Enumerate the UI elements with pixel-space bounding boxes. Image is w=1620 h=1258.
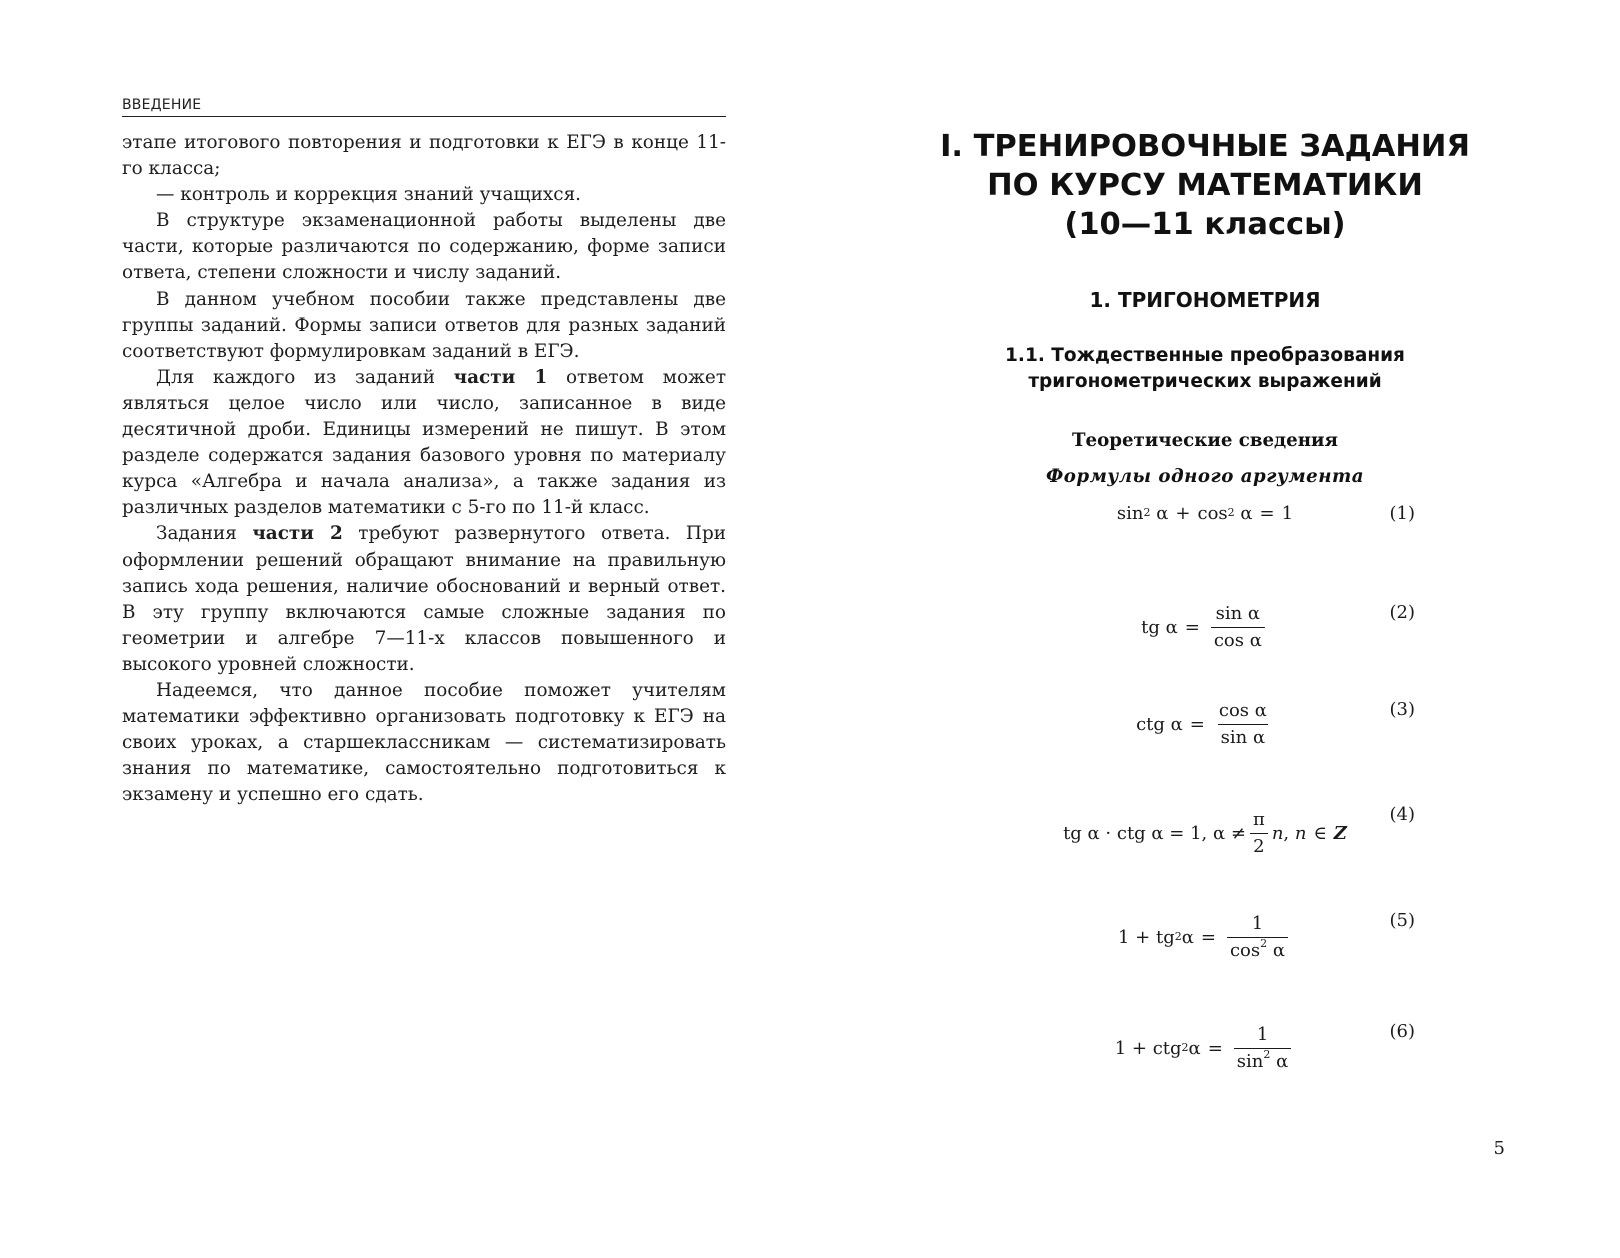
formula-5-den-fn: cos (1229, 939, 1261, 961)
formula-1-number: (1) (1389, 502, 1415, 524)
chapter-title-line-2: ПО КУРСУ МАТЕМАТИКИ (987, 168, 1423, 203)
formula-2-equals: = (1184, 616, 1200, 638)
formula-5-lhs: 1 + tg (1117, 926, 1175, 948)
chapter-title (880, 127, 1530, 244)
paragraph-5-text-a: Для каждого из заданий (156, 366, 454, 388)
formula-3-number: (3) (1389, 699, 1415, 720)
subsection-title-line-1: 1.1. Тождественные преобразования (1005, 345, 1405, 366)
formula-6-den-exp: 2 (1263, 1047, 1271, 1061)
formula-4 (880, 806, 1530, 860)
paragraph-4: В данном учебном пособии также представлены две группы заданий. Формы записи ответов для разных заданий соответствуют формулировкам заданий в ЕГЭ. (122, 288, 726, 362)
formula-6-numerator: 1 (1256, 1023, 1269, 1045)
right-page (880, 0, 1620, 1258)
formula-6-alpha: α (1188, 1037, 1201, 1059)
formula-6-denominator (1234, 1048, 1291, 1073)
formula-1-plus: + (1175, 502, 1191, 524)
running-head: ВВЕДЕНИЕ (122, 97, 726, 117)
formula-1-expression: sin 2 α + cos 2 α = 1 (1116, 502, 1294, 524)
formula-1-alpha-b: α (1240, 502, 1253, 524)
formula-2-number: (2) (1389, 602, 1415, 623)
chapter-title-line-3: (10—11 классы) (1064, 207, 1346, 242)
formula-3-lhs: ctg α (1136, 713, 1183, 735)
formula-2-lhs: tg α (1141, 616, 1178, 638)
page-number: 5 (1493, 1138, 1505, 1159)
formula-3-fraction (1216, 700, 1270, 749)
formula-1-sin: sin (1116, 502, 1144, 524)
formula-1-cos: cos (1197, 502, 1228, 524)
formula-6-number: (6) (1389, 1021, 1415, 1042)
paragraph-5-bold: части 1 (453, 366, 548, 388)
formula-1 (880, 498, 1530, 528)
subsection-title-line-2: тригонометрических выражений (1028, 371, 1382, 392)
paragraph-7: Надеемся, что данное пособие поможет учителям математики эффективно организовать подготовку к ЕГЭ на своих уроках, а старшеклассникам — систематизировать знания по математике, самостоятельно подготовиться к экзамену и успешно его сдать. (122, 679, 726, 806)
paragraph-3: В структуре экзаменационной работы выделены две части, которые различаются по содержанию, форме записи ответа, степени сложности и числу заданий. (122, 210, 726, 284)
formula-2-denominator: cos α (1211, 627, 1265, 652)
formula-5-equals: = (1200, 926, 1216, 948)
formula-6-lhs: 1 + ctg (1114, 1037, 1182, 1059)
paragraph-1: этапе итогового повторения и подготовки к ЕГЭ в конце 11-го класса; (122, 132, 726, 180)
formula-1-alpha-a: α (1156, 502, 1169, 524)
formula-4-lhs: tg α · ctg α = 1, α ≠ (1063, 822, 1246, 844)
chapter-title-line-1: I. ТРЕНИРОВОЧНЫЕ ЗАДАНИЯ (940, 129, 1470, 164)
formula-4-n: n (1271, 822, 1284, 844)
formula-3-numerator: cos α (1218, 699, 1267, 721)
formula-6-expression: 1 + ctg 2 α = $\frac{1}{\sin^2 \alpha}$ (1115, 1024, 1296, 1073)
formula-2 (880, 600, 1530, 654)
formula-5-number: (5) (1389, 910, 1415, 931)
formula-5-denominator (1227, 937, 1288, 962)
formula-6 (880, 1021, 1530, 1075)
formula-4-denominator: 2 (1250, 833, 1267, 858)
formula-6-den-alpha: α (1276, 1050, 1289, 1072)
formula-4-numerator: π (1252, 808, 1265, 830)
section-title: 1. ТРИГОНОМЕТРИЯ (1089, 288, 1321, 312)
theory-title: Теоретические сведения (1072, 430, 1338, 451)
formula-6-equals: = (1207, 1037, 1223, 1059)
formula-4-comma: , (1283, 822, 1290, 844)
formula-1-equals: = (1259, 502, 1275, 524)
formula-3-denominator: sin α (1218, 724, 1268, 749)
formula-5-numerator: 1 (1251, 912, 1264, 934)
formula-6-den-fn: sin (1236, 1050, 1264, 1072)
subsection-title (880, 343, 1530, 395)
formula-group-title: Формулы одного аргумента (1045, 466, 1365, 487)
formula-4-n-2: n (1294, 822, 1307, 844)
formula-6-fraction (1234, 1024, 1291, 1073)
formula-5 (880, 910, 1530, 964)
left-page (0, 0, 780, 1258)
paragraph-6-text-b: требуют развернутого ответа. При оформлении решений обращают внимание на правильную запись хода решения, наличие обоснований и верный ответ. В эту группу включаются самые сложные задания по геометрии и алгебре 7—11-х классов повышенного и высокого уровней сложности. (122, 523, 726, 675)
formula-4-number: (4) (1389, 804, 1415, 825)
formula-4-integers-set: Z (1333, 822, 1347, 844)
paragraph-6-bold: части 2 (252, 523, 343, 545)
formula-1-one: 1 (1281, 502, 1294, 524)
formula-2-fraction (1211, 603, 1265, 652)
formula-5-fraction (1227, 913, 1288, 962)
body-text (122, 130, 726, 808)
formula-5-den-alpha: α (1272, 939, 1286, 961)
formula-3-expression (1136, 700, 1274, 749)
formula-4-fraction (1250, 809, 1268, 858)
formula-4-element-of: ∈ (1313, 822, 1327, 844)
formula-2-expression (1141, 603, 1269, 652)
paragraph-5 (122, 365, 726, 522)
paragraph-2: — контроль и коррекция знаний учащихся. (156, 184, 582, 206)
paragraph-6-text-a: Задания (156, 523, 253, 545)
formula-4-expression (1063, 809, 1347, 858)
formula-3 (880, 697, 1530, 751)
formula-2-numerator: sin α (1215, 602, 1261, 624)
formula-3-equals: = (1189, 713, 1205, 735)
formula-5-den-exp: 2 (1260, 936, 1268, 950)
formula-5-expression: 1 + tg 2 α = $\frac{1}{\cos^2 \alpha}$ (1118, 913, 1292, 962)
paragraph-5-text-b: ответом может являться целое число или число, записанное в виде десятичной дроби. Единицы измерений не пишут. В этом разделе содержатся задания базового уровня по материалу курса «Алгебра и начала анализа», а также задания из различных разделов математики с 5-го по 11-й класс. (122, 366, 726, 519)
formula-5-alpha: α (1181, 926, 1194, 948)
paragraph-6 (122, 521, 726, 678)
